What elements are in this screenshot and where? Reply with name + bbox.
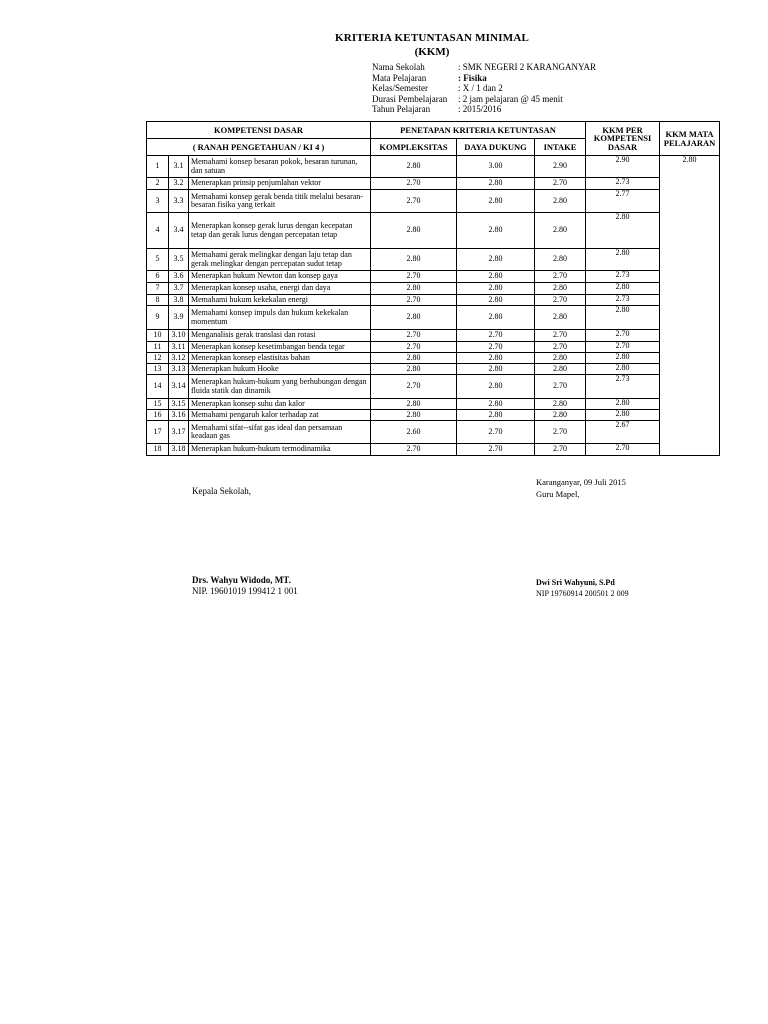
kd-code: 3.3	[169, 190, 189, 213]
table-row	[147, 190, 720, 213]
daya-dukung-value: 2.80	[457, 364, 535, 375]
kkm-kd-value: 2.73	[586, 271, 660, 283]
kd-code: 3.14	[169, 375, 189, 399]
kkm-kd-value: 2.80	[586, 399, 660, 410]
table-row	[147, 410, 720, 421]
intake-value: 2.80	[535, 213, 586, 249]
kd-code: 3.6	[169, 271, 189, 283]
kepsek-name: Drs. Wahyu Widodo, MT.	[192, 575, 291, 585]
kd-description: Menerapkan konsep usaha, energi dan daya	[189, 283, 371, 295]
intake-value: 2.70	[535, 421, 586, 444]
daya-dukung-value: 2.80	[457, 375, 535, 399]
kepsek-signature	[192, 575, 298, 597]
kkm-kd-value: 2.73	[586, 178, 660, 190]
kompleksitas-value: 2.80	[371, 249, 457, 271]
kompleksitas-value: 2.80	[371, 353, 457, 364]
kompleksitas-value: 2.80	[371, 306, 457, 330]
intake-value: 2.70	[535, 444, 586, 456]
table-row	[147, 271, 720, 283]
kd-description: Memahami konsep gerak benda titik melalui besaran-besaran fisika yang terkait	[189, 190, 371, 213]
info-row	[372, 104, 596, 115]
daya-dukung-value: 2.80	[457, 399, 535, 410]
kd-code: 3.11	[169, 342, 189, 353]
kkm-kd-value: 2.80	[586, 213, 660, 249]
place-date-block	[536, 476, 626, 500]
row-number: 15	[147, 399, 169, 410]
kkm-kd-value: 2.90	[586, 156, 660, 178]
daya-dukung-value: 2.70	[457, 444, 535, 456]
table-row	[147, 178, 720, 190]
kd-description: Memahami pengaruh kalor terhadap zat	[189, 410, 371, 421]
kd-description: Menerapkan hukum Newton dan konsep gaya	[189, 271, 371, 283]
document-title: KRITERIA KETUNTASAN MINIMAL	[334, 32, 530, 44]
row-number: 9	[147, 306, 169, 330]
kompleksitas-value: 2.70	[371, 375, 457, 399]
kompleksitas-value: 2.70	[371, 295, 457, 306]
kkm-kd-value: 2.73	[586, 295, 660, 306]
table-row	[147, 213, 720, 249]
kd-description: Menganalisis gerak translasi dan rotasi	[189, 330, 371, 342]
kd-code: 3.7	[169, 283, 189, 295]
kkm-kd-value: 2.67	[586, 421, 660, 444]
row-number: 5	[147, 249, 169, 271]
row-number: 13	[147, 364, 169, 375]
kd-description: Memahami hukum kekekalan energi	[189, 295, 371, 306]
daya-dukung-value: 2.70	[457, 342, 535, 353]
daya-dukung-value: 2.80	[457, 213, 535, 249]
row-number: 12	[147, 353, 169, 364]
daya-dukung-value: 2.80	[457, 410, 535, 421]
intake-value: 2.80	[535, 410, 586, 421]
intake-value: 2.80	[535, 249, 586, 271]
row-number: 14	[147, 375, 169, 399]
kd-description: Menerapkan hukum-hukum termodinamika	[189, 444, 371, 456]
header-kompetensi-dasar: KOMPETENSI DASAR	[147, 122, 371, 139]
table-row	[147, 375, 720, 399]
kkm-kd-value: 2.70	[586, 342, 660, 353]
header-kkm-mapel: KKM MATA PELAJARAN	[660, 122, 720, 156]
kd-description: Memahami konsep impuls dan hukum kekekalan momentum	[189, 306, 371, 330]
kd-code: 3.8	[169, 295, 189, 306]
row-number: 10	[147, 330, 169, 342]
guru-nip: NIP 19760914 200501 2 009	[536, 589, 629, 598]
daya-dukung-value: 2.80	[457, 271, 535, 283]
intake-value: 2.70	[535, 375, 586, 399]
kd-code: 3.9	[169, 306, 189, 330]
row-number: 17	[147, 421, 169, 444]
kd-description: Menerapkan hukum Hooke	[189, 364, 371, 375]
info-value: : 2 jam pelajaran @ 45 menit	[458, 93, 563, 104]
table-row	[147, 330, 720, 342]
document-subtitle: (KKM)	[414, 46, 450, 58]
kkm-kd-value: 2.80	[586, 353, 660, 364]
kkm-kd-value: 2.70	[586, 330, 660, 342]
header-kompleksitas: KOMPLEKSITAS	[371, 139, 457, 156]
info-value: : Fisika	[458, 72, 487, 83]
daya-dukung-value: 2.80	[457, 249, 535, 271]
kkm-kd-value: 2.80	[586, 306, 660, 330]
kompleksitas-value: 2.80	[371, 364, 457, 375]
guru-name: Dwi Sri Wahyuni, S.Pd	[536, 578, 615, 587]
row-number: 4	[147, 213, 169, 249]
kd-description: Memahami konsep besaran pokok, besaran turunan, dan satuan	[189, 156, 371, 178]
kompleksitas-value: 2.70	[371, 178, 457, 190]
daya-dukung-value: 3.00	[457, 156, 535, 178]
table-row	[147, 342, 720, 353]
info-label: Kelas/Semester	[372, 83, 428, 93]
place-date: Karanganyar, 09 Juli 2015	[536, 477, 626, 487]
kd-code: 3.17	[169, 421, 189, 444]
kompleksitas-value: 2.70	[371, 190, 457, 213]
kd-code: 3.12	[169, 353, 189, 364]
intake-value: 2.70	[535, 295, 586, 306]
kd-description: Menerapkan hukum-hukum yang berhubungan dengan fluida statik dan dinamik	[189, 375, 371, 399]
row-number: 16	[147, 410, 169, 421]
kompleksitas-value: 2.70	[371, 342, 457, 353]
kompleksitas-value: 2.80	[371, 399, 457, 410]
kkm-kd-value: 2.80	[586, 283, 660, 295]
row-number: 18	[147, 444, 169, 456]
header-ranah: ( RANAH PENGETAHUAN / KI 4 )	[147, 139, 371, 156]
row-number: 1	[147, 156, 169, 178]
intake-value: 2.80	[535, 364, 586, 375]
kkm-kd-value: 2.80	[586, 364, 660, 375]
info-row	[372, 62, 596, 73]
intake-value: 2.90	[535, 156, 586, 178]
intake-value: 2.80	[535, 306, 586, 330]
kd-description: Menerapkan konsep suhu dan kalor	[189, 399, 371, 410]
intake-value: 2.70	[535, 271, 586, 283]
table-row	[147, 399, 720, 410]
kompleksitas-value: 2.70	[371, 271, 457, 283]
kd-description: Menerapkan konsep gerak lurus dengan kecepatan tetap dan gerak lurus dengan percepatan tetap	[189, 213, 371, 249]
kd-code: 3.10	[169, 330, 189, 342]
kd-description: Menerapkan konsep kesetimbangan benda tegar	[189, 342, 371, 353]
info-value: : 2015/2016	[458, 104, 502, 114]
kepsek-label: Kepala Sekolah,	[192, 486, 251, 496]
kd-code: 3.15	[169, 399, 189, 410]
header-daya-dukung: DAYA DUKUNG	[457, 139, 535, 156]
kompleksitas-value: 2.60	[371, 421, 457, 444]
table-row	[147, 249, 720, 271]
kompleksitas-value: 2.80	[371, 410, 457, 421]
kd-description: Menerapkan konsep elastisitas bahan	[189, 353, 371, 364]
info-label: Mata Pelajaran	[372, 72, 427, 83]
table-row	[147, 156, 720, 178]
guru-signature	[536, 577, 629, 599]
daya-dukung-value: 2.70	[457, 330, 535, 342]
daya-dukung-value: 2.80	[457, 178, 535, 190]
kompleksitas-value: 2.70	[371, 444, 457, 456]
intake-value: 2.80	[535, 283, 586, 295]
kkm-kd-value: 2.70	[586, 444, 660, 456]
intake-value: 2.70	[535, 178, 586, 190]
daya-dukung-value: 2.80	[457, 353, 535, 364]
row-number: 8	[147, 295, 169, 306]
daya-dukung-value: 2.70	[457, 421, 535, 444]
kd-code: 3.1	[169, 156, 189, 178]
table-row	[147, 306, 720, 330]
row-number: 3	[147, 190, 169, 213]
kkm-mapel-value: 2.80	[660, 156, 720, 456]
row-number: 11	[147, 342, 169, 353]
intake-value: 2.80	[535, 399, 586, 410]
kd-description: Menerapkan prinsip penjumlahan vektor	[189, 178, 371, 190]
info-row	[372, 83, 596, 94]
daya-dukung-value: 2.80	[457, 283, 535, 295]
intake-value: 2.70	[535, 330, 586, 342]
kkm-kd-value: 2.80	[586, 249, 660, 271]
kepsek-nip: NIP. 19601019 199412 1 001	[192, 586, 298, 596]
table-row	[147, 353, 720, 364]
row-number: 7	[147, 283, 169, 295]
kompleksitas-value: 2.80	[371, 283, 457, 295]
kd-code: 3.4	[169, 213, 189, 249]
kd-code: 3.13	[169, 364, 189, 375]
info-label: Durasi Pembelajaran	[372, 93, 448, 104]
kd-description: Memahami gerak melingkar dengan laju tetap dan gerak melingkar dengan percepatan sudut tetap	[189, 249, 371, 271]
kompleksitas-value: 2.80	[371, 156, 457, 178]
kompleksitas-value: 2.80	[371, 213, 457, 249]
table-row	[147, 295, 720, 306]
daya-dukung-value: 2.80	[457, 295, 535, 306]
kkm-table	[146, 121, 720, 456]
kompleksitas-value: 2.70	[371, 330, 457, 342]
kd-code: 3.5	[169, 249, 189, 271]
kkm-kd-value: 2.80	[586, 410, 660, 421]
table-row	[147, 421, 720, 444]
header-intake: INTAKE	[535, 139, 586, 156]
kd-code: 3.16	[169, 410, 189, 421]
header-penetapan: PENETAPAN KRITERIA KETUNTASAN	[371, 122, 586, 139]
row-number: 6	[147, 271, 169, 283]
kkm-kd-value: 2.73	[586, 375, 660, 399]
guru-label: Guru Mapel,	[536, 489, 580, 499]
info-row	[372, 73, 596, 84]
kkm-kd-value: 2.77	[586, 190, 660, 213]
kd-code: 3.2	[169, 178, 189, 190]
daya-dukung-value: 2.80	[457, 190, 535, 213]
info-label: Tahun Pelajaran	[372, 104, 431, 114]
intake-value: 2.80	[535, 353, 586, 364]
header-kkm-per-kd: KKM PER KOMPETENSI DASAR	[586, 122, 660, 156]
table-row	[147, 444, 720, 456]
info-row	[372, 94, 596, 105]
school-info	[372, 62, 596, 115]
info-value: : SMK NEGERI 2 KARANGANYAR	[458, 62, 597, 72]
kd-description: Memahami sifat--sifat gas ideal dan persamaan keadaan gas	[189, 421, 371, 444]
info-label: Nama Sekolah	[372, 62, 425, 72]
table-row	[147, 364, 720, 375]
daya-dukung-value: 2.80	[457, 306, 535, 330]
intake-value: 2.80	[535, 190, 586, 213]
row-number: 2	[147, 178, 169, 190]
intake-value: 2.70	[535, 342, 586, 353]
kd-code: 3.18	[169, 444, 189, 456]
info-value: : X / 1 dan 2	[458, 83, 503, 93]
table-row	[147, 283, 720, 295]
